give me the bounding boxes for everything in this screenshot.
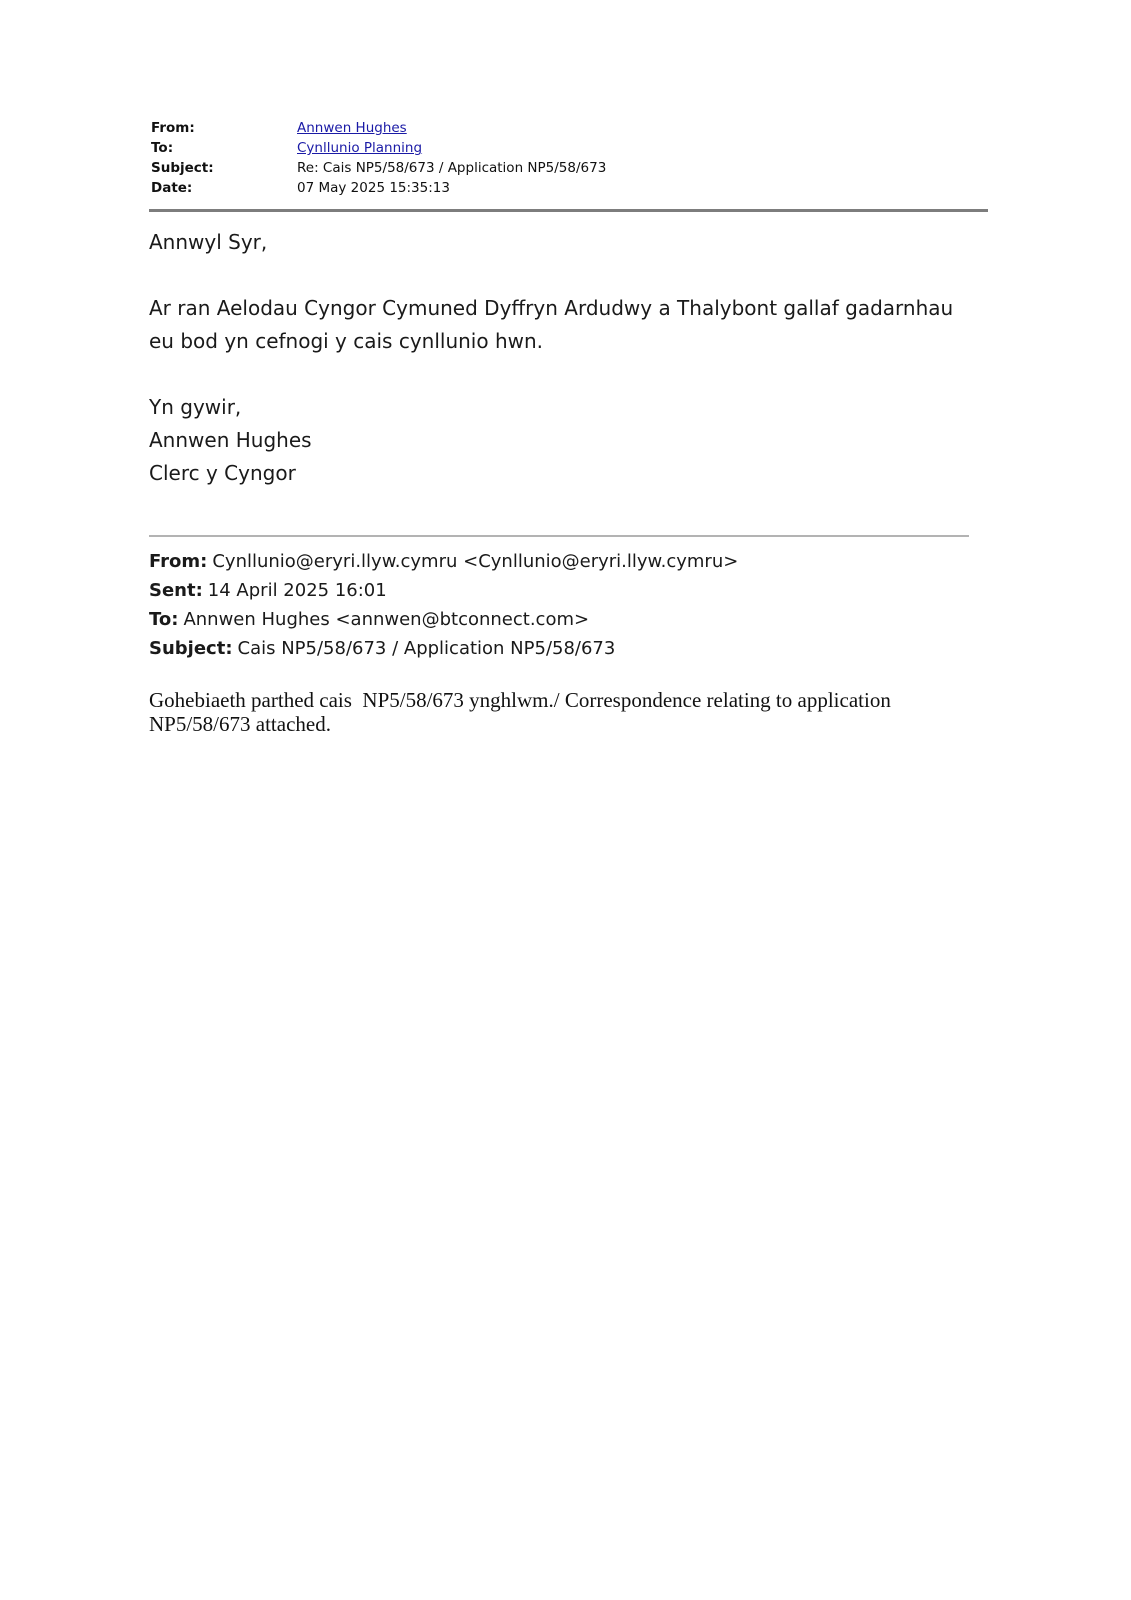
original-sent-label: Sent: (149, 580, 203, 601)
email-header (151, 118, 991, 198)
reply-closing: Yn gywir, (149, 395, 242, 419)
original-message-header (149, 547, 969, 663)
email-from-row (151, 118, 991, 138)
original-from-label: From: (149, 551, 208, 572)
original-body-text: Gohebiaeth parthed cais NP5/58/673 ynghlwm./ Correspondence relating to application NP5/58/673 attached. (149, 688, 897, 736)
reply-body (149, 226, 969, 490)
email-from-link[interactable]: Annwen Hughes (297, 120, 407, 136)
reply-signature-title: Clerc y Cyngor (149, 461, 296, 485)
original-to-value: Annwen Hughes <annwen@btconnect.com> (183, 609, 590, 630)
email-subject-row (151, 158, 991, 178)
email-date-value: 07 May 2025 15:35:13 (297, 180, 450, 196)
original-subject-row (149, 634, 969, 663)
original-message-body (149, 688, 929, 736)
original-subject-value: Cais NP5/58/673 / Application NP5/58/673 (237, 638, 616, 659)
original-sent-value: 14 April 2025 16:01 (207, 580, 387, 601)
email-to-label: To: (151, 140, 174, 156)
email-date-row (151, 178, 991, 198)
email-subject-label: Subject: (151, 160, 214, 176)
original-to-label: To: (149, 609, 179, 630)
email-from-label: From: (151, 120, 195, 136)
original-to-row (149, 605, 969, 634)
original-message-divider (149, 535, 969, 537)
email-to-row (151, 138, 991, 158)
reply-greeting: Annwyl Syr, (149, 230, 268, 254)
reply-paragraph: Ar ran Aelodau Cyngor Cymuned Dyffryn Ardudwy a Thalybont gallaf gadarnhau eu bod yn cefnogi y cais cynllunio hwn. (149, 296, 954, 353)
original-from-row (149, 547, 969, 576)
reply-signature-name: Annwen Hughes (149, 428, 312, 452)
original-from-value: Cynllunio@eryri.llyw.cymru <Cynllunio@eryri.llyw.cymru> (212, 551, 739, 572)
original-subject-label: Subject: (149, 638, 233, 659)
email-subject-value: Re: Cais NP5/58/673 / Application NP5/58/673 (297, 160, 607, 176)
header-divider (149, 209, 988, 212)
email-to-link[interactable]: Cynllunio Planning (297, 140, 423, 156)
original-sent-row (149, 576, 969, 605)
email-date-label: Date: (151, 180, 193, 196)
